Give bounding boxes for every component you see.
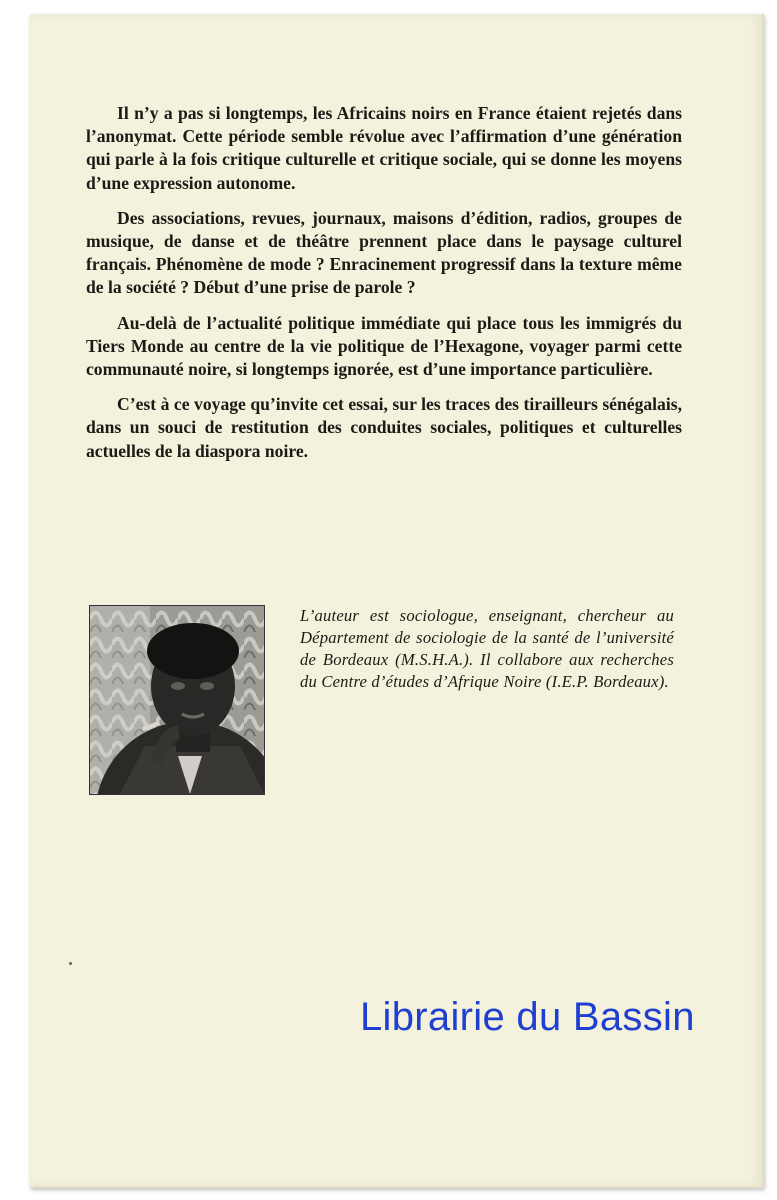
author-portrait-image: [90, 606, 264, 794]
author-photo: [89, 605, 265, 795]
watermark-text: Librairie du Bassin: [360, 995, 695, 1039]
blurb-paragraph-2: Des associations, revues, journaux, maisons d’édition, radios, groupes de musique, de danse et de théâtre prennent place dans le paysage culturel français. Phénomène de mode ? Enracinement progressif dans la texture même de la société ? Début d’une prise de parole ?: [86, 207, 682, 298]
paper-speck: [69, 962, 72, 965]
blurb-paragraph-1: Il n’y a pas si longtemps, les Africains noirs en France étaient rejetés dans l’anonymat. Cette période semble révolue avec l’affirmation d’une génération qui parle à la fois critique culturelle et critique sociale, qui se donne les moyens d’une expression autonome.: [86, 103, 682, 193]
author-bio: L’auteur est sociologue, enseignant, chercheur au Département de sociologie de la santé de l’université de Bordeaux (M.S.H.A.). Il collabore aux recherches du Centre d’études d’Afrique Noire (I.E.P. Bordeaux).: [300, 606, 674, 691]
cover-blurb: [86, 102, 682, 475]
blurb-paragraph-3: Au-delà de l’actualité politique immédiate qui place tous les immigrés du Tiers Monde au centre de la vie politique de l’Hexagone, voyager parmi cette communauté noire, si longtemps ignorée, est d’une importance particulière.: [86, 312, 682, 380]
blurb-paragraph-4: C’est à ce voyage qu’invite cet essai, sur les traces des tirailleurs sénégalais, dans un souci de restitution des conduites sociales, politiques et culturelles actuelles de la diaspora noire.: [86, 394, 682, 461]
